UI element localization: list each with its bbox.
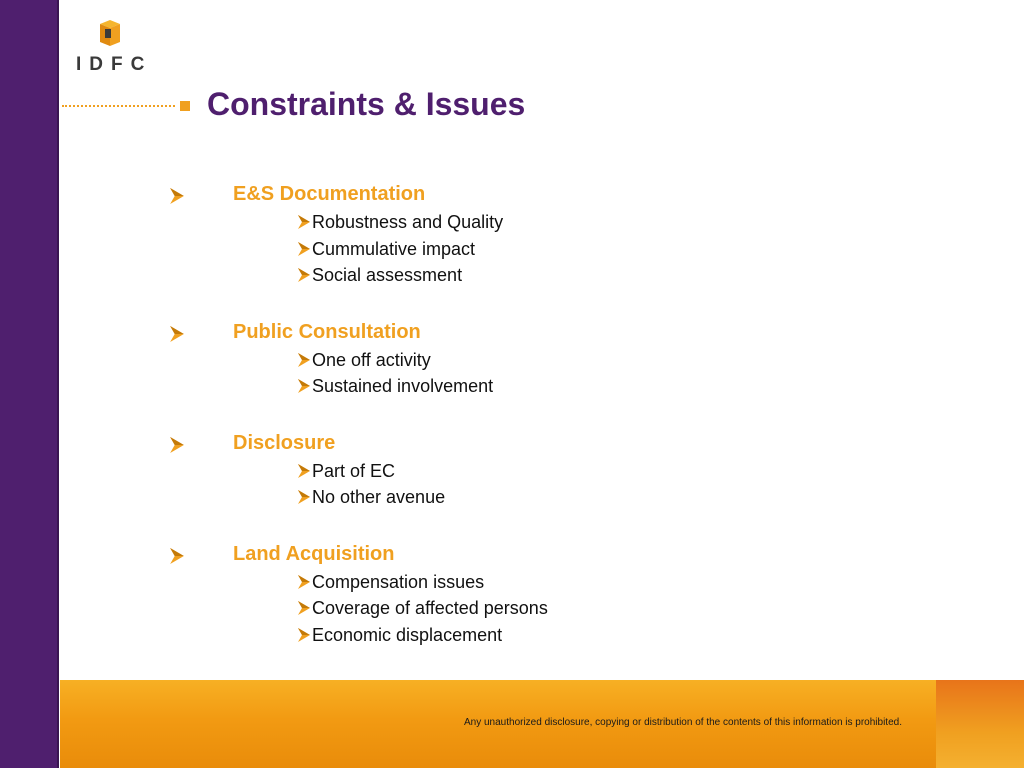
section-arrow-icon	[170, 326, 184, 342]
sub-bullet-text: Part of EC	[312, 460, 396, 481]
bullet-arrow-icon	[298, 351, 310, 365]
footer-disclaimer: Any unauthorized disclosure, copying or distribution of the contents of this information is prohibited.	[463, 717, 902, 728]
bullet-arrow-icon	[298, 573, 310, 587]
sub-bullet-item	[298, 487, 445, 508]
sub-bullet-item	[298, 239, 475, 260]
logo-cube-icon	[94, 18, 124, 48]
sub-bullet-text: One off activity	[312, 349, 431, 370]
logo-text: IDFC	[76, 54, 153, 75]
sub-bullet-text: Sustained involvement	[312, 376, 494, 396]
section-arrow-icon	[170, 437, 184, 453]
bullet-arrow-icon	[298, 626, 310, 640]
bullet-arrow-icon	[298, 377, 310, 391]
section-heading: E&S Documentation	[233, 183, 426, 205]
bullet-arrow-icon	[298, 266, 310, 280]
title-bullet-square	[180, 101, 190, 111]
sub-bullet-item	[298, 350, 431, 371]
idfc-logo	[76, 18, 156, 78]
sub-bullet-item	[298, 461, 395, 482]
bullet-arrow-icon	[298, 488, 310, 502]
sub-bullet-item	[298, 598, 548, 619]
section-arrow-icon	[170, 188, 184, 204]
sub-bullet-item	[298, 572, 484, 593]
section-arrow-icon	[170, 548, 184, 564]
left-accent-bar	[0, 0, 59, 768]
sub-bullet-text: Economic displacement	[312, 624, 503, 645]
sub-bullet-item	[298, 265, 462, 286]
bullet-arrow-icon	[298, 213, 310, 227]
title-dotted-line	[62, 105, 175, 107]
sub-bullet-item	[298, 625, 502, 646]
section-heading: Land Acquisition	[233, 542, 395, 565]
section-heading: Public Consultation	[233, 320, 421, 343]
sub-bullet-text: No other avenue	[312, 487, 446, 507]
slide-title: Constraints & Issues	[207, 86, 526, 122]
sub-bullet-text: Coverage of affected persons	[312, 598, 548, 618]
bullet-arrow-icon	[298, 599, 310, 613]
footer-corner-block	[936, 680, 1024, 768]
bullet-arrow-icon	[298, 462, 310, 476]
bullet-arrow-icon	[298, 240, 310, 254]
sub-bullet-text: Compensation issues	[312, 571, 485, 592]
footer-band	[60, 680, 1024, 768]
sub-bullet-item	[298, 212, 503, 233]
sub-bullet-text: Social assessment	[312, 265, 463, 285]
sub-bullet-text: Robustness and Quality	[312, 212, 504, 232]
sub-bullet-text: Cummulative impact	[312, 238, 476, 259]
sub-bullet-item	[298, 376, 493, 397]
section-heading: Disclosure	[233, 431, 336, 454]
